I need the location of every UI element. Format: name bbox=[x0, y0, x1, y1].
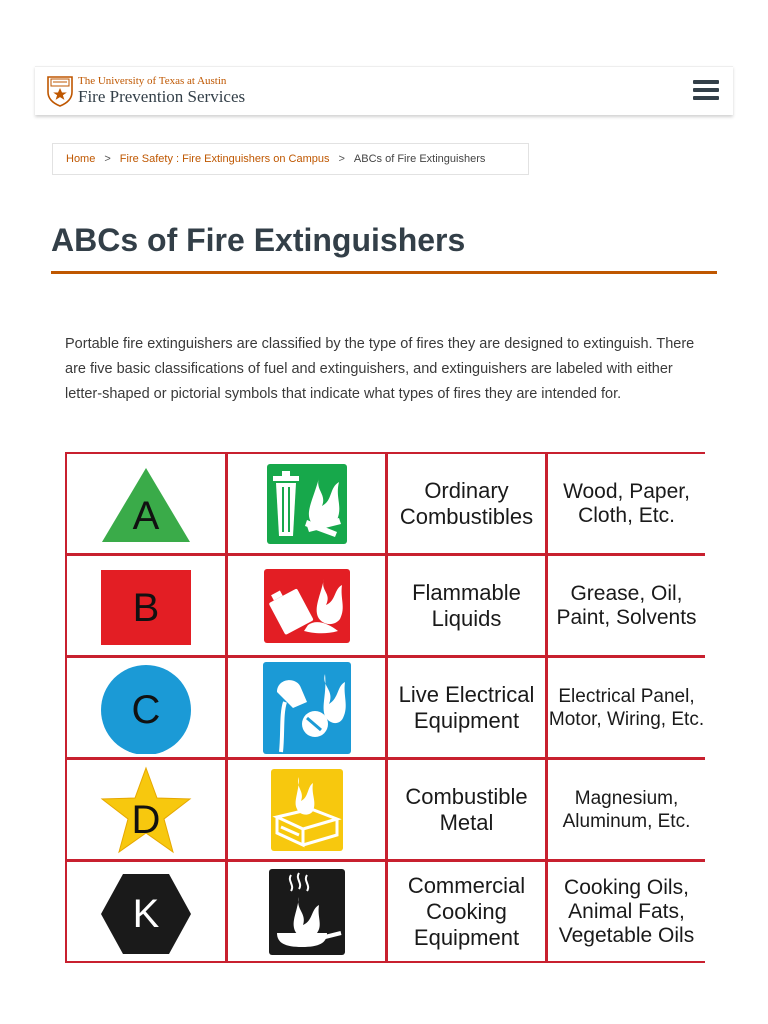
class-c-pictogram-cell bbox=[228, 658, 385, 757]
metal-gear-fire-icon bbox=[271, 769, 343, 851]
class-c-symbol-cell bbox=[67, 658, 225, 757]
class-a-pictogram-cell bbox=[228, 454, 385, 553]
class-d-examples: Magnesium, Aluminum, Etc. bbox=[548, 760, 705, 859]
class-letter: A bbox=[132, 493, 160, 538]
class-d-pictogram-cell bbox=[228, 760, 385, 859]
ut-shield-logo-icon[interactable] bbox=[47, 75, 73, 107]
frying-pan-fire-icon bbox=[269, 869, 345, 955]
class-c-fire-type: Live Electrical Equipment bbox=[388, 658, 545, 757]
class-k-pictogram-cell bbox=[228, 862, 385, 961]
class-a-symbol-cell bbox=[67, 454, 225, 553]
class-a-fire-type: Ordinary Combustibles bbox=[388, 454, 545, 553]
class-b-pictogram-cell bbox=[228, 556, 385, 655]
electrical-plug-fire-icon bbox=[263, 662, 351, 754]
class-k-symbol-cell bbox=[67, 862, 225, 961]
breadcrumb-separator: > bbox=[338, 153, 345, 165]
class-letter: B bbox=[132, 585, 160, 630]
class-d-fire-type: Combustible Metal bbox=[388, 760, 545, 859]
breadcrumb-fire-safety-link[interactable]: Fire Safety : Fire Extinguishers on Campus bbox=[119, 153, 330, 165]
class-k-fire-type: Commercial Cooking Equipment bbox=[388, 862, 545, 961]
class-letter: D bbox=[131, 797, 161, 842]
class-letter: K bbox=[132, 891, 160, 936]
breadcrumb-home-link[interactable]: Home bbox=[66, 153, 96, 165]
gas-can-spill-fire-icon bbox=[264, 569, 350, 643]
class-k-examples: Cooking Oils, Animal Fats, Vegetable Oils bbox=[548, 862, 705, 961]
breadcrumb-separator: > bbox=[104, 153, 111, 165]
class-b-examples: Grease, Oil, Paint, Solvents bbox=[548, 556, 705, 655]
breadcrumb-current: ABCs of Fire Extinguishers bbox=[353, 153, 486, 165]
class-c-examples: Electrical Panel, Motor, Wiring, Etc. bbox=[548, 658, 705, 757]
title-underline bbox=[51, 271, 717, 274]
extinguisher-class-grid bbox=[65, 452, 705, 963]
class-a-examples: Wood, Paper, Cloth, Etc. bbox=[548, 454, 705, 553]
class-b-fire-type: Flammable Liquids bbox=[388, 556, 545, 655]
class-d-symbol-cell bbox=[67, 760, 225, 859]
page-title: ABCs of Fire Extinguishers bbox=[51, 222, 466, 258]
class-b-symbol-cell bbox=[67, 556, 225, 655]
hamburger-menu-icon[interactable] bbox=[693, 80, 719, 100]
site-header bbox=[35, 66, 733, 115]
breadcrumb bbox=[52, 143, 529, 175]
site-name[interactable]: Fire Prevention Services bbox=[78, 87, 246, 106]
trash-can-and-wood-fire-icon bbox=[267, 464, 347, 544]
university-name[interactable]: The University of Texas at Austin bbox=[78, 75, 227, 87]
intro-paragraph: Portable fire extinguishers are classified by the type of fires they are designed to extinguish. There are five basic classifications of fuel and extinguishers, and extinguishers are labeled with either letter-shaped or pictorial symbols that indicate what types of fires they are intended for. bbox=[65, 336, 695, 402]
class-letter: C bbox=[131, 687, 161, 732]
